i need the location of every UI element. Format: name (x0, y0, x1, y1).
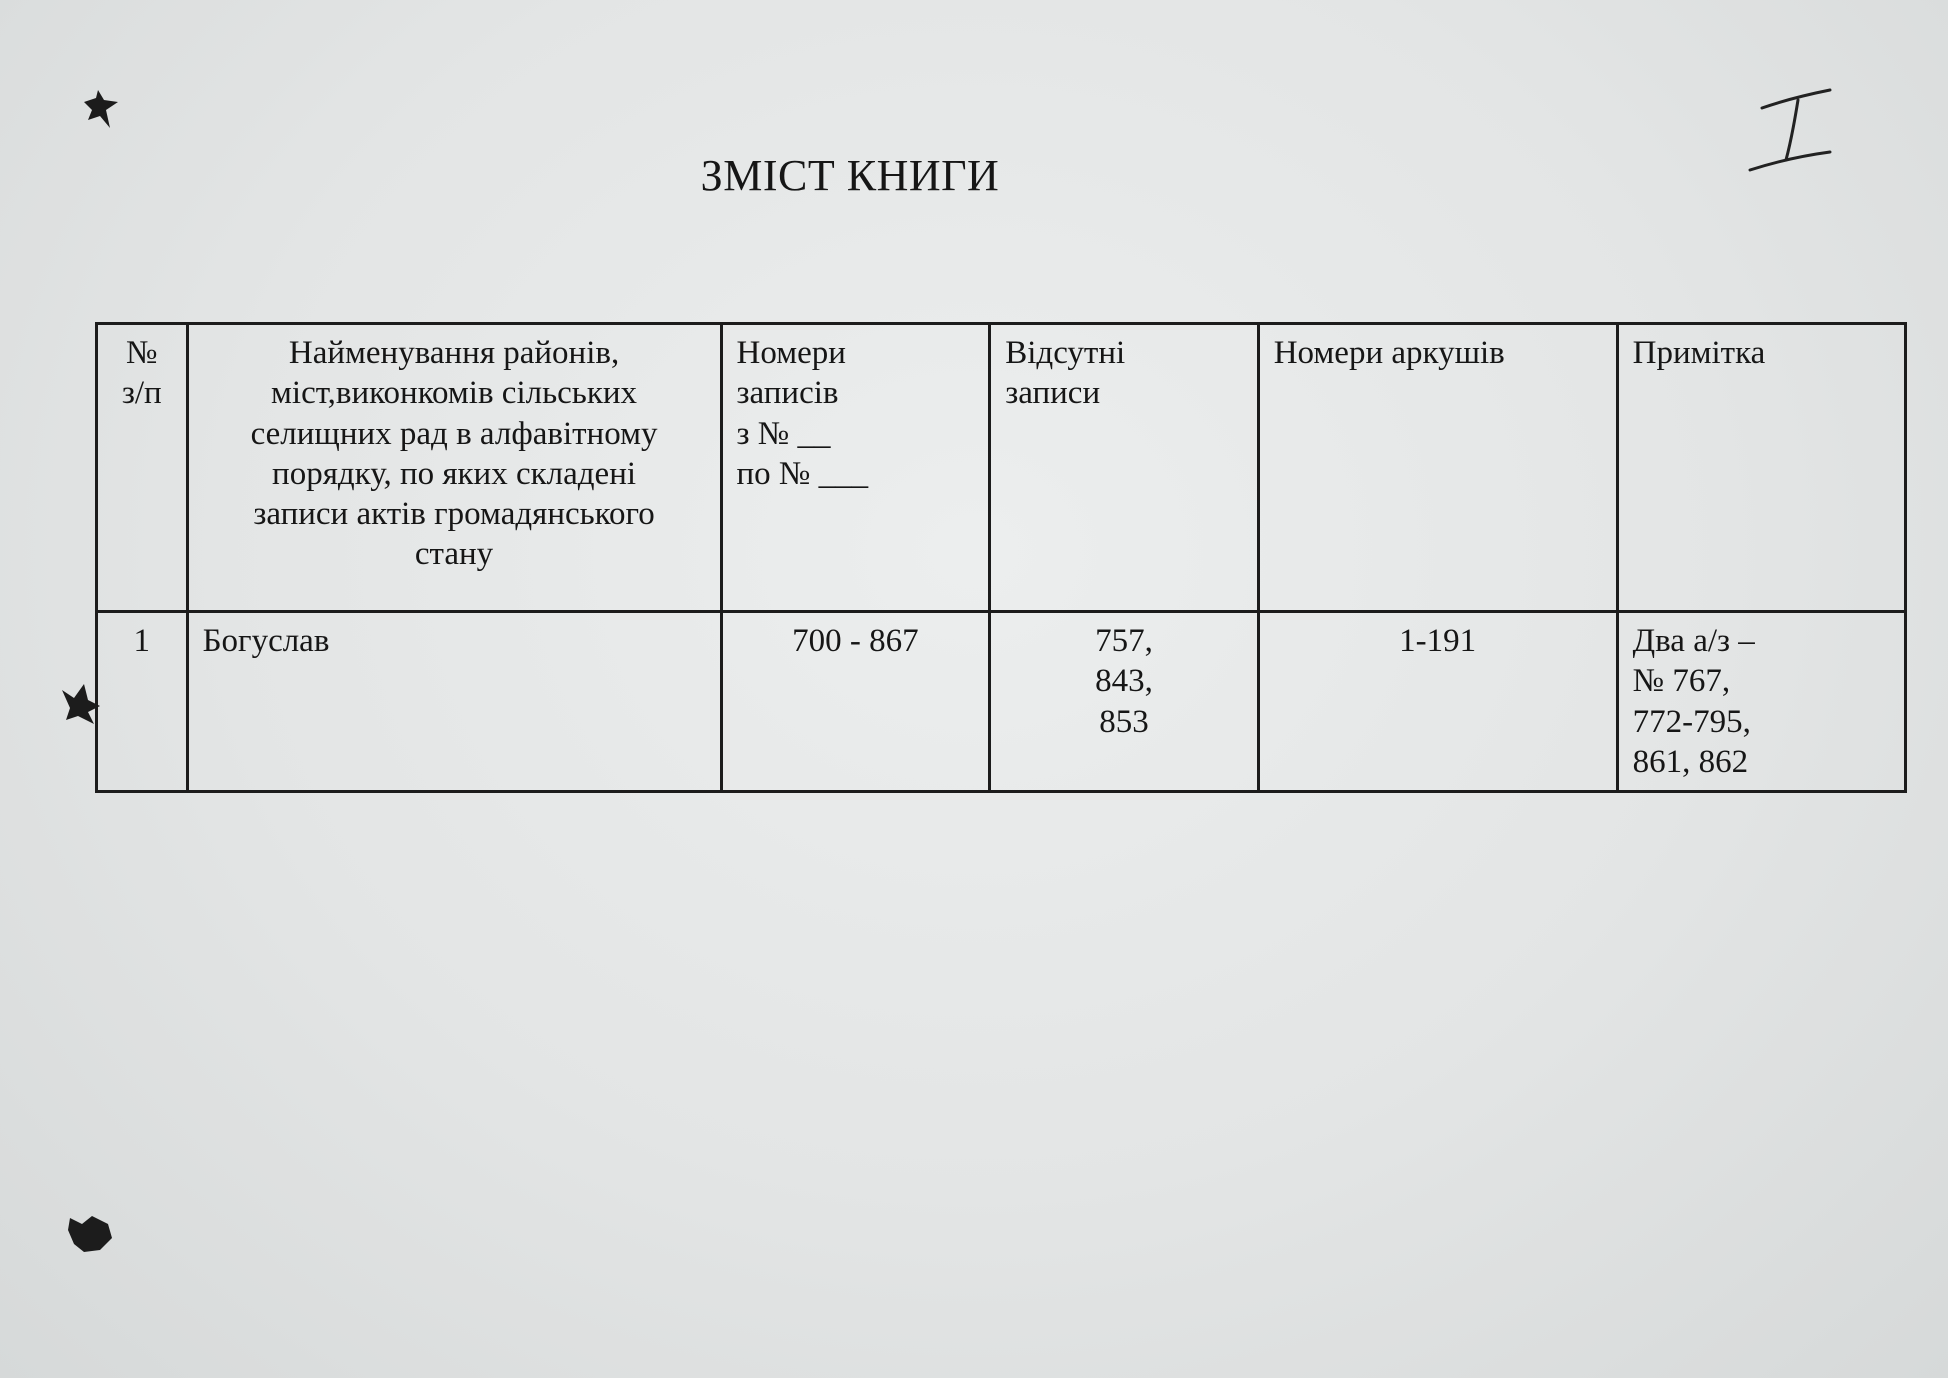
header-sheets: Номери аркушів (1258, 324, 1617, 612)
punch-hole-top (78, 88, 122, 132)
header-records: Номери записів з № __ по № ___ (721, 324, 990, 612)
header-num: № з/п (97, 324, 188, 612)
cell-records: 700 - 867 (721, 612, 990, 792)
contents-table (95, 322, 1907, 793)
header-note: Примітка (1617, 324, 1905, 612)
table-row (97, 612, 1906, 792)
header-name: Найменування районів, міст,виконкомів сільських селищних рад в алфавітному порядку, по яких складені записи актів громадянського стану (187, 324, 721, 612)
cell-num: 1 (97, 612, 188, 792)
punch-hole-bottom (64, 1210, 116, 1258)
cell-name: Богуслав (187, 612, 721, 792)
cell-missing: 757, 843, 853 (990, 612, 1258, 792)
handwritten-page-mark (1740, 80, 1840, 180)
cell-note: Два а/з – № 767, 772-795, 861, 862 (1617, 612, 1905, 792)
table-header-row (97, 324, 1906, 612)
cell-sheets: 1-191 (1258, 612, 1617, 792)
header-missing: Відсутні записи (990, 324, 1258, 612)
document-title: ЗМІСТ КНИГИ (700, 151, 1000, 200)
